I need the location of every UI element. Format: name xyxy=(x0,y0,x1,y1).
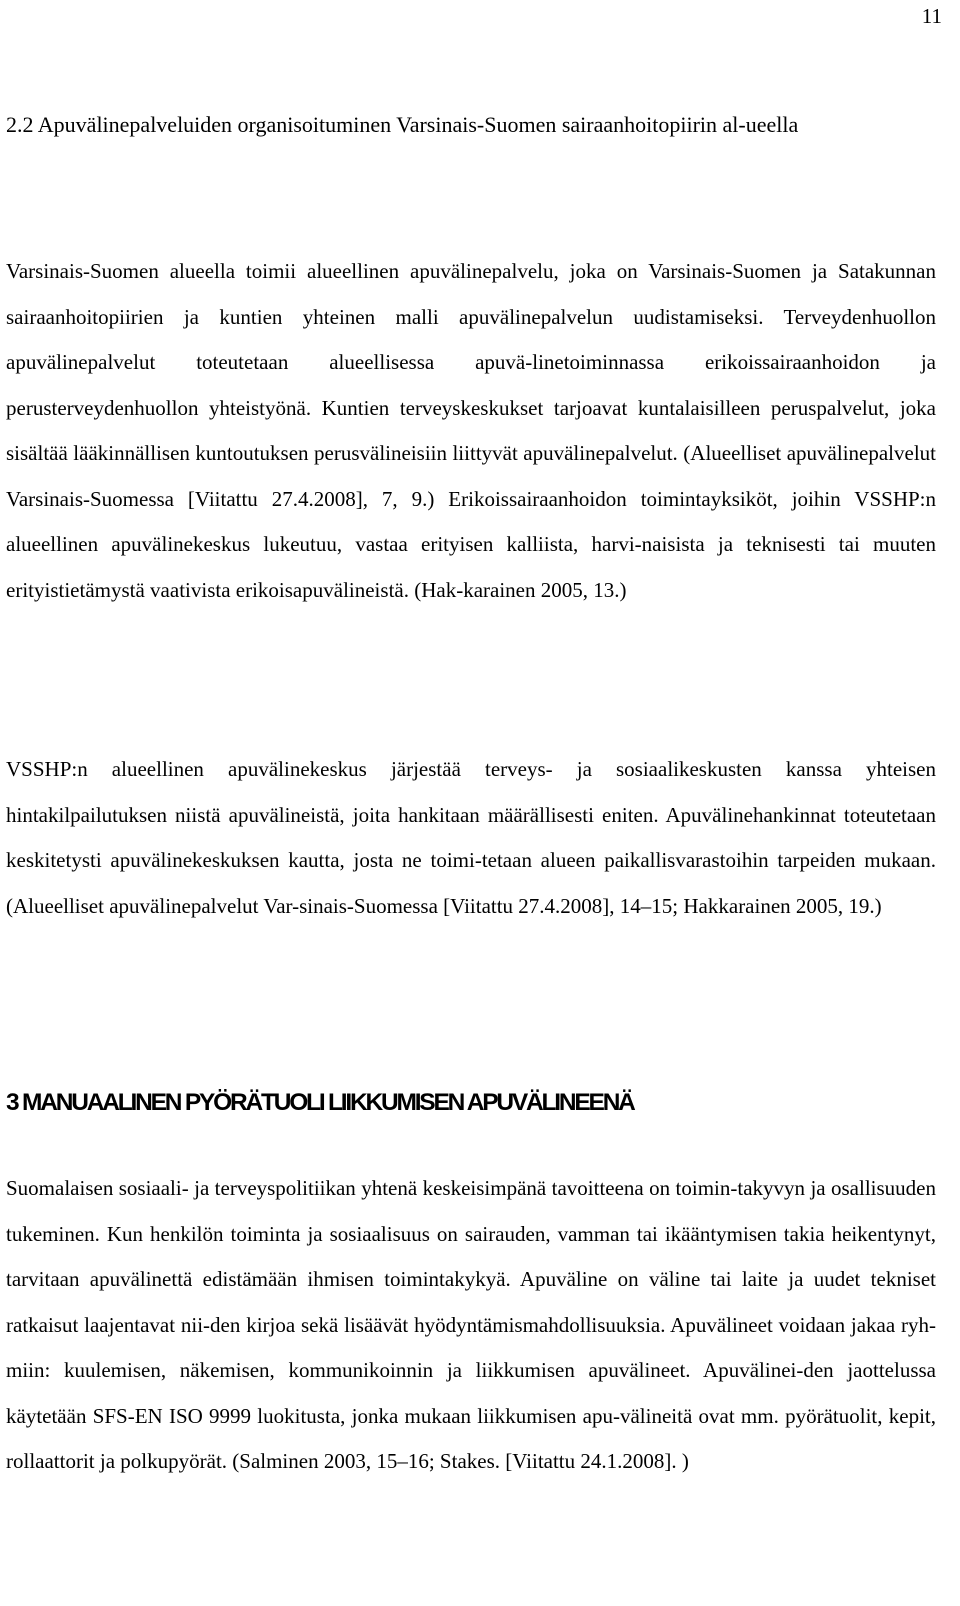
chapter-paragraph-1: Suomalaisen sosiaali- ja terveyspolitiikan yhtenä keskeisimpänä tavoitteena on toimin-takyvyn ja osallisuuden tukeminen. Kun henkilön toiminta ja sosiaalisuus on sairauden, vamman tai ikääntymisen takia heikentynyt, tarvitaan apuvälinettä edistämään ihmisen toimintakykyä. Apuväline on väline tai laite ja uudet tekniset ratkaisut laajentavat nii-den kirjoa sekä lisäävät hyödyntämismahdollisuuksia. Apuvälineet voidaan jakaa ryh-miin: kuulemisen, näkemisen, kommunikoinnin ja liikkumisen apuvälineet. Apuvälinei-den jaottelussa käytetään SFS-EN ISO 9999 luokitusta, jonka mukaan liikkumisen apu-välineitä ovat mm. pyörätuolit, kepit, rollaattorit ja polkupyörät. (Salminen 2003, 15–16; Stakes. [Viitattu 24.1.2008]. ) xyxy=(6,1176,936,1473)
page-number: 11 xyxy=(921,4,942,28)
section-paragraph-1: Varsinais-Suomen alueella toimii alueellinen apuvälinepalvelu, joka on Varsinais-Suomen ja Satakunnan sairaanhoitopiirien ja kuntien yhteinen malli apuvälinepalvelun uudistamiseksi. Terveydenhuollon apuvälinepalvelut toteutetaan alueellisessa apuvä-linetoiminnassa erikoissairaanhoidon ja perusterveydenhuollon yhteistyönä. Kuntien terveyskeskukset tarjoavat kuntalaisilleen peruspalvelut, joka sisältää lääkinnällisen kuntoutuksen perusvälineisiin liittyvät apuvälinepalvelut. (Alueelliset apuvälinepalvelut Varsinais-Suomessa [Viitattu 27.4.2008], 7, 9.) Erikoissairaanhoidon toimintayksiköt, joihin VSSHP:n alueellinen apuvälinekeskus lukeutuu, vastaa erityisen kalliista, harvi-naisista ja teknisesti tai muuten erityistietämystä vaativista erikoisapuvälineistä. (Hak-karainen 2005, 13.) xyxy=(6,259,936,602)
section-heading: 2.2 Apuvälinepalveluiden organisoituminen Varsinais-Suomen sairaanhoitopiirin al-ueella xyxy=(6,112,799,137)
chapter-heading: 3 MANUAALINEN PYÖRÄTUOLI LIIKKUMISEN APUVÄLINEENÄ xyxy=(6,1089,634,1116)
section-paragraph-2: VSSHP:n alueellinen apuvälinekeskus järjestää terveys- ja sosiaalikeskusten kanssa yhteisen hintakilpailutuksen niistä apuvälineistä, joita hankitaan määrällisesti eniten. Apuvälinehankinnat toteutetaan keskitetysti apuvälinekeskuksen kautta, josta ne toimi-tetaan alueen paikallisvarastoihin tarpeiden mukaan. (Alueelliset apuvälinepalvelut Var-sinais-Suomessa [Viitattu 27.4.2008], 14–15; Hakkarainen 2005, 19.) xyxy=(6,757,936,918)
